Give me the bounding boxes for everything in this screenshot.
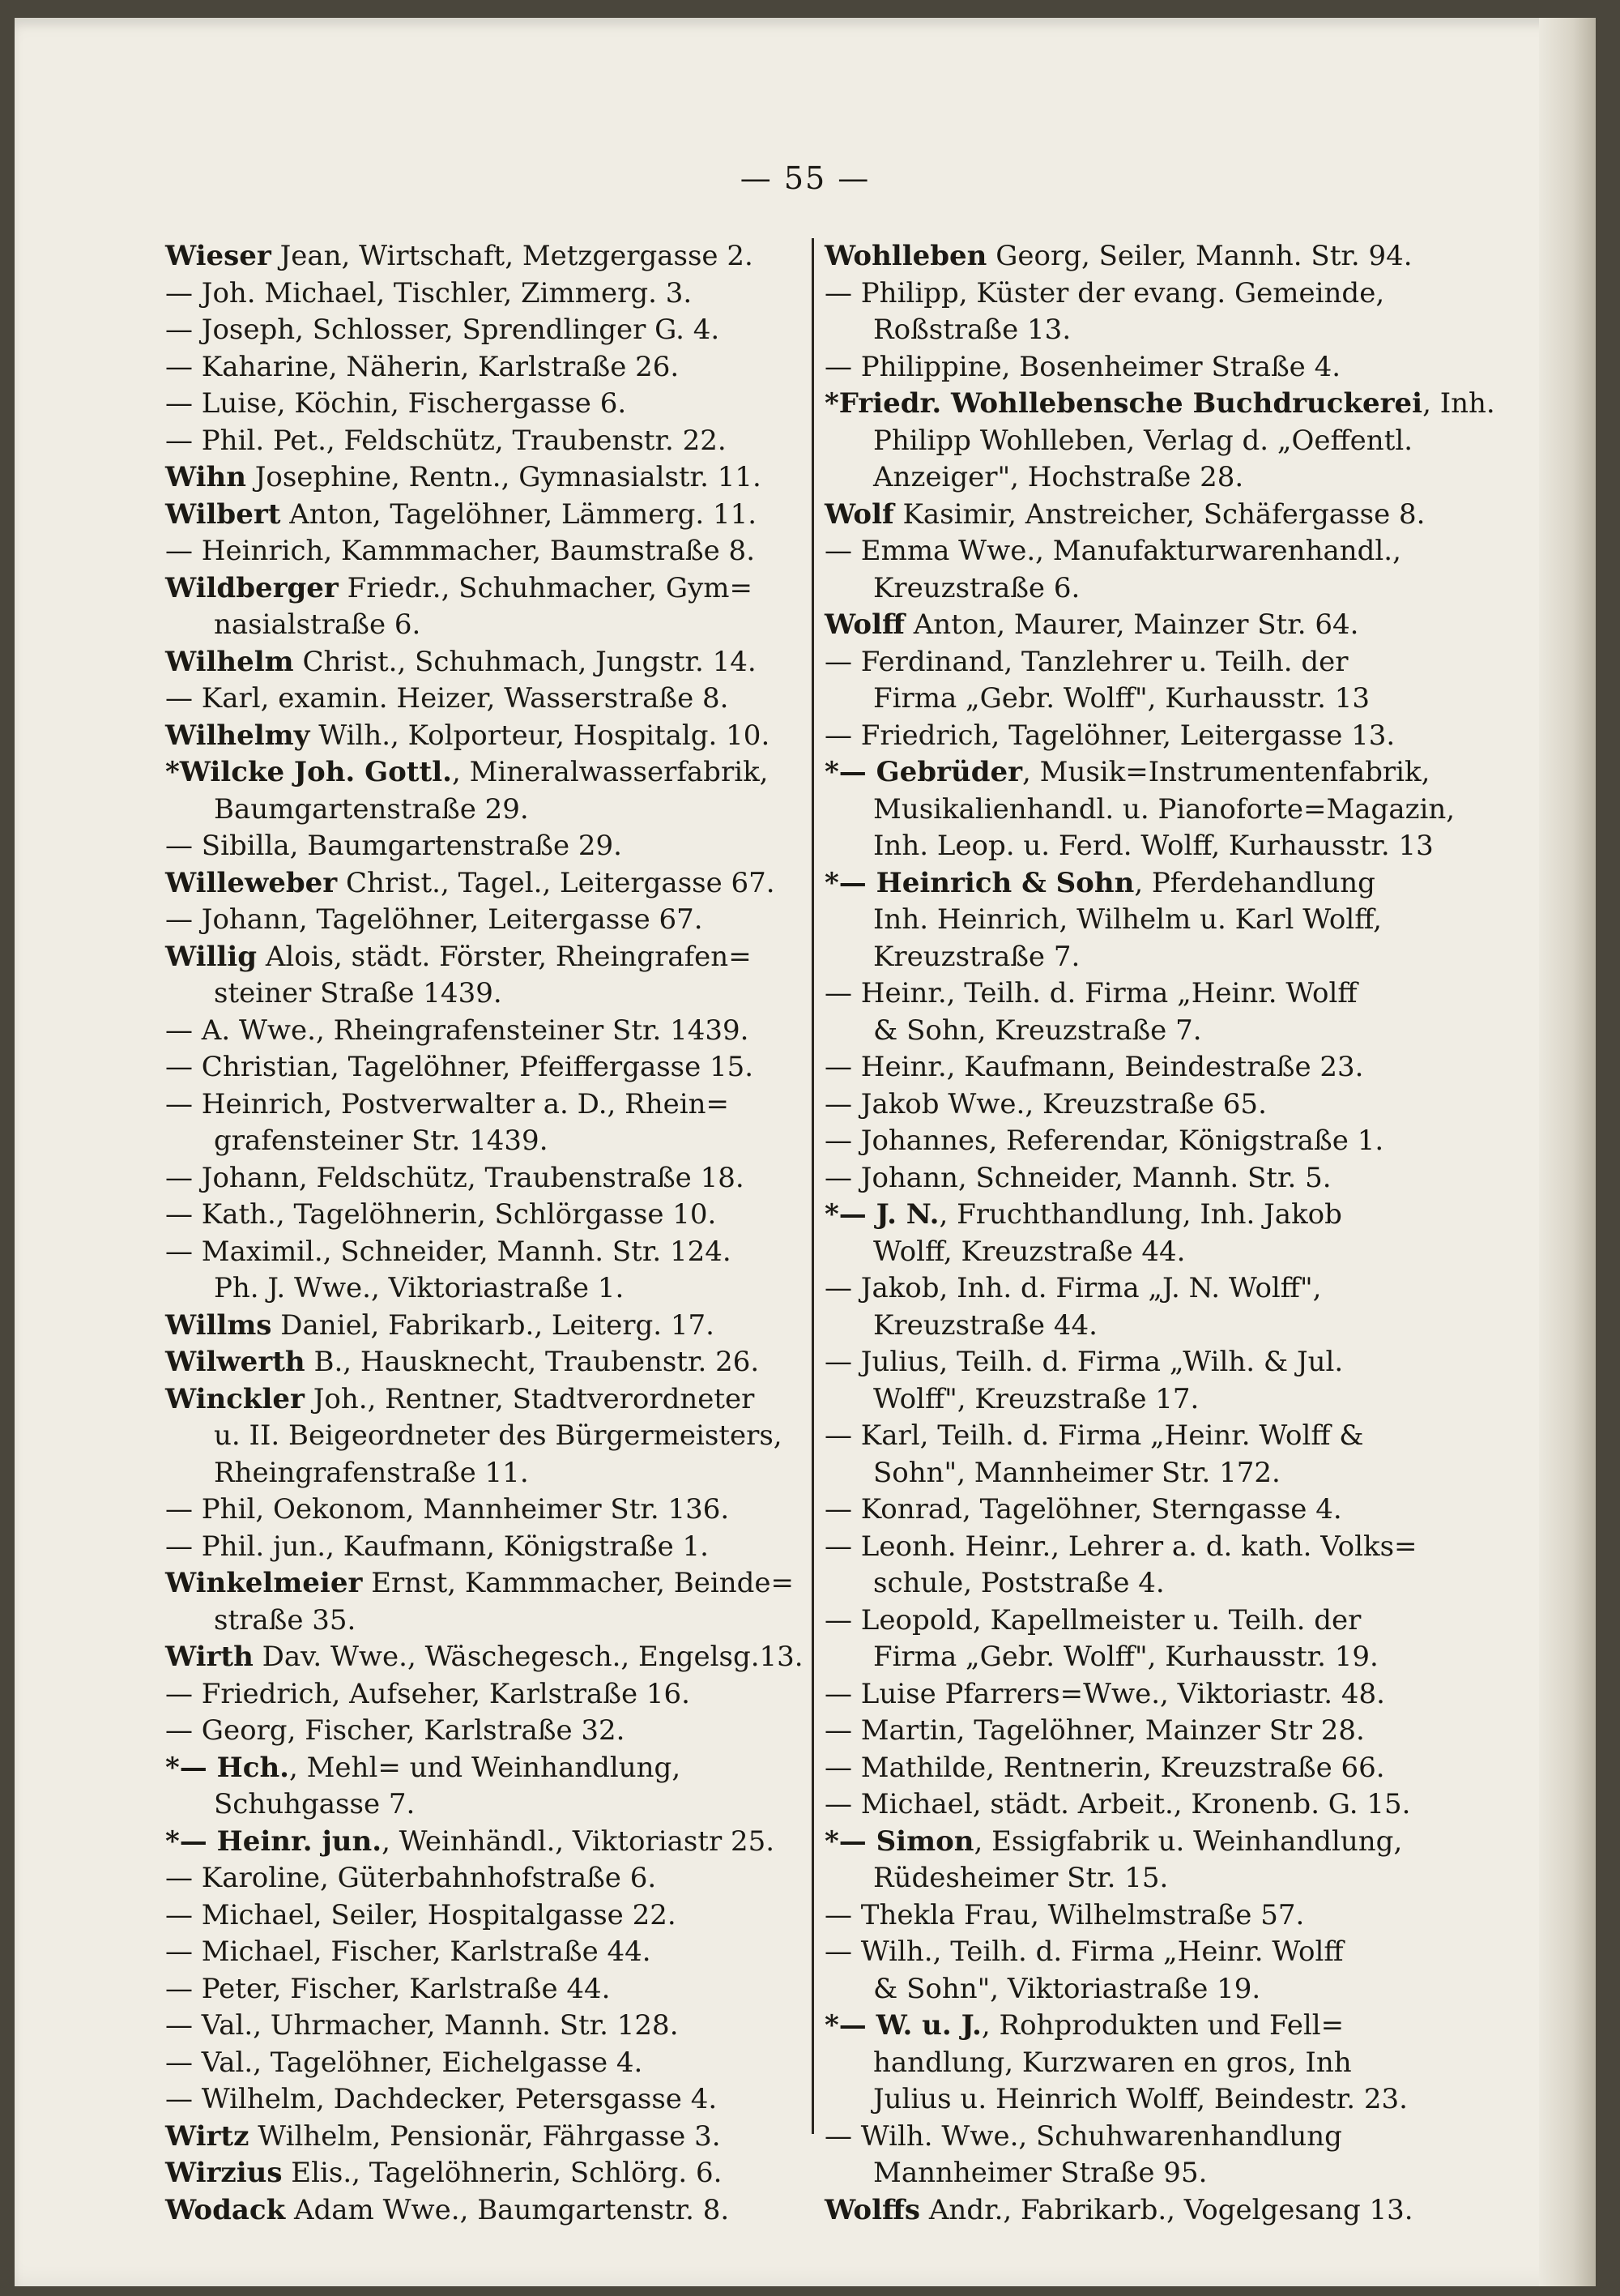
entry-surname: Winkelmeier	[165, 1567, 363, 1599]
entry-surname: Winckler	[165, 1382, 305, 1415]
entry-details: Jean, Wirtschaft, Metzgergasse 2.	[271, 240, 753, 272]
entry-details: — Friedrich, Tagelöhner, Leitergasse 13.	[825, 719, 1396, 752]
entry-details: handlung, Kurzwaren en gros, Inh	[873, 2046, 1352, 2079]
entry-details: — Val., Uhrmacher, Mannh. Str. 128.	[165, 2009, 679, 2042]
entry-surname: Wodack	[165, 2193, 286, 2226]
page-edge	[1539, 18, 1596, 2286]
entry-details: — Konrad, Tagelöhner, Sterngasse 4.	[825, 1493, 1342, 1526]
directory-entry-line	[165, 1086, 813, 1124]
directory-entry-line	[825, 754, 1456, 792]
directory-entry-line	[825, 275, 1456, 313]
directory-entry-line	[165, 275, 813, 313]
entry-details: Ernst, Kammmacher, Beinde=	[362, 1567, 795, 1599]
entry-details: grafensteiner Str. 1439.	[214, 1125, 548, 1157]
directory-entry-line	[825, 2192, 1456, 2230]
entry-details: — Joseph, Schlosser, Sprendlinger G. 4.	[165, 314, 720, 346]
entry-details: Daniel, Fabrikarb., Leiterg. 17.	[271, 1308, 714, 1342]
entry-details: — Thekla Frau, Wilhelmstraße 57.	[825, 1898, 1305, 1931]
entry-surname: *— Heinrich & Sohn	[825, 866, 1135, 899]
directory-entry-line	[825, 1676, 1456, 1713]
directory-entry-line	[165, 1270, 813, 1308]
entry-details: Julius u. Heinrich Wolff, Beindestr. 23.	[873, 2083, 1408, 2115]
entry-details: , Essigfabrik u. Weinhandlung,	[974, 1824, 1403, 1858]
entry-details: Kasimir, Anstreicher, Schäfergasse 8.	[893, 497, 1426, 531]
directory-entry-line	[165, 1455, 813, 1492]
directory-entry-line	[825, 1565, 1456, 1603]
entry-surname: Wolff	[825, 608, 905, 641]
directory-entry-line	[165, 2045, 813, 2082]
entry-details: Josephine, Rentn., Gymnasialstr. 11.	[245, 461, 761, 493]
directory-entry-line	[825, 1270, 1456, 1308]
directory-entry-line	[825, 718, 1456, 755]
directory-entry-line	[165, 1013, 813, 1050]
entry-surname: *— Heinr. jun.	[165, 1824, 382, 1858]
entry-details: Georg, Seiler, Mannh. Str. 94.	[987, 240, 1413, 272]
directory-entry-line	[825, 1786, 1456, 1824]
directory-entry-line	[825, 828, 1456, 865]
directory-entry-line	[165, 607, 813, 644]
directory-entry-line	[165, 238, 813, 275]
directory-entry-line	[825, 2008, 1456, 2045]
directory-entry-line	[825, 1197, 1456, 1234]
entry-details: Baumgartenstraße 29.	[214, 792, 529, 826]
directory-entry-line	[165, 1565, 813, 1603]
entry-details: , Weinhändl., Viktoriastr 25.	[382, 1824, 775, 1858]
directory-entry-line	[165, 1750, 813, 1787]
directory-entry-line	[825, 975, 1456, 1013]
directory-entry-line	[165, 459, 813, 497]
entry-details: — Joh. Michael, Tischler, Zimmerg. 3.	[165, 276, 693, 309]
directory-entry-line	[165, 533, 813, 570]
entry-details: — Jakob Wwe., Kreuzstraße 65.	[825, 1087, 1267, 1120]
entry-details: u. II. Beigeordneter des Bürgermeisters,	[214, 1419, 782, 1452]
directory-entry-line	[165, 2119, 813, 2156]
directory-entry-line	[165, 828, 813, 865]
directory-page	[15, 18, 1596, 2286]
directory-entry-line	[165, 1639, 813, 1676]
entry-details: Anton, Maurer, Mainzer Str. 64.	[904, 608, 1359, 641]
left-column	[165, 238, 813, 2229]
entry-details: , Mineralwasserfabrik,	[451, 756, 769, 788]
entry-details: — Heinrich, Postverwalter a. D., Rhein=	[165, 1087, 730, 1120]
directory-entry-line	[825, 1713, 1456, 1750]
entry-surname: Wilwerth	[165, 1346, 305, 1378]
entry-details: — Mathilde, Rentnerin, Kreuzstraße 66.	[825, 1751, 1385, 1784]
entry-details: Ph. J. Wwe., Viktoriastraße 1.	[214, 1272, 625, 1304]
entry-details: — Philipp, Küster der evang. Gemeinde,	[825, 276, 1385, 309]
entry-surname: Wilhelmy	[165, 719, 310, 752]
entry-details: Inh. Leop. u. Ferd. Wolff, Kurhausstr. 13	[873, 830, 1434, 862]
directory-entry-line	[825, 312, 1456, 349]
entry-details: — Julius, Teilh. d. Firma „Wilh. & Jul.	[825, 1346, 1344, 1378]
directory-entry-line	[165, 1529, 813, 1566]
entry-details: — Johann, Feldschütz, Traubenstraße 18.	[165, 1161, 744, 1194]
directory-entry-line	[825, 2155, 1456, 2192]
entry-details: — Karl, examin. Heizer, Wasserstraße 8.	[165, 682, 729, 715]
entry-details: — Luise Pfarrers=Wwe., Viktoriastr. 48.	[825, 1677, 1385, 1710]
entry-details: — Wilhelm, Dachdecker, Petersgasse 4.	[165, 2083, 718, 2115]
directory-entry-line	[165, 975, 813, 1013]
entry-surname: *— J. N.	[825, 1198, 940, 1231]
directory-entry-line	[825, 1344, 1456, 1381]
entry-details: Joh., Rentner, Stadtverordneter	[304, 1382, 755, 1415]
entry-details: & Sohn, Kreuzstraße 7.	[873, 1014, 1202, 1047]
entry-details: Anzeiger", Hochstraße 28.	[873, 461, 1244, 493]
directory-entry-line	[165, 423, 813, 460]
entry-details: — Martin, Tagelöhner, Mainzer Str 28.	[825, 1714, 1365, 1747]
directory-entry-line	[825, 1639, 1456, 1676]
directory-entry-line	[165, 1603, 813, 1640]
directory-entry-line	[165, 792, 813, 829]
entry-details: , Mehl= und Weinhandlung,	[289, 1751, 681, 1784]
directory-entry-line	[825, 1049, 1456, 1086]
directory-entry-line	[825, 459, 1456, 497]
entry-details: — Georg, Fischer, Karlstraße 32.	[165, 1714, 625, 1747]
entry-details: Wolff, Kreuzstraße 44.	[873, 1235, 1186, 1268]
directory-entry-line	[825, 1897, 1456, 1935]
directory-entry-line	[825, 1013, 1456, 1050]
entry-details: Mannheimer Straße 95.	[873, 2157, 1208, 2189]
entry-details: — Michael, Seiler, Hospitalgasse 22.	[165, 1898, 676, 1931]
entry-details: — Sibilla, Baumgartenstraße 29.	[165, 830, 622, 862]
entry-surname: Wirzius	[165, 2157, 283, 2189]
directory-entry-line	[165, 644, 813, 681]
directory-entry-line	[165, 1049, 813, 1086]
directory-entry-line	[165, 1971, 813, 2008]
entry-details: Elis., Tagelöhnerin, Schlörg. 6.	[282, 2157, 723, 2189]
directory-entry-line	[825, 497, 1456, 534]
directory-entry-line	[825, 1529, 1456, 1566]
directory-entry-line	[825, 349, 1456, 386]
directory-entry-line	[165, 2192, 813, 2230]
directory-entry-line	[825, 792, 1456, 829]
directory-entry-line	[825, 2045, 1456, 2082]
directory-entry-line	[165, 1786, 813, 1824]
directory-entry-line	[825, 1418, 1456, 1455]
entry-details: steiner Straße 1439.	[214, 977, 502, 1009]
entry-details: — Phil. Pet., Feldschütz, Traubenstr. 22.	[165, 424, 727, 457]
directory-entry-line	[165, 902, 813, 939]
column-divider	[812, 238, 814, 2134]
entry-details: Christ., Tagel., Leitergasse 67.	[337, 866, 775, 899]
directory-entry-line	[165, 718, 813, 755]
entry-details: Alois, städt. Förster, Rheingrafen=	[257, 940, 752, 973]
entry-details: — Wilh., Teilh. d. Firma „Heinr. Wolff	[825, 1935, 1344, 1968]
directory-entry-line	[825, 681, 1456, 718]
entry-details: — Heinr., Kaufmann, Beindestraße 23.	[825, 1051, 1364, 1083]
entry-details: Kreuzstraße 7.	[873, 940, 1081, 973]
directory-entry-line	[165, 2081, 813, 2119]
entry-details: Christ., Schuhmach, Jungstr. 14.	[293, 645, 757, 678]
entry-details: — Jakob, Inh. d. Firma „J. N. Wolff",	[825, 1272, 1322, 1304]
entry-details: straße 35.	[214, 1603, 356, 1637]
directory-entry-line	[825, 1824, 1456, 1861]
directory-entry-line	[825, 644, 1456, 681]
directory-entry-line	[165, 865, 813, 903]
entry-details: — Karl, Teilh. d. Firma „Heinr. Wolff &	[825, 1419, 1364, 1452]
directory-entry-line	[165, 497, 813, 534]
directory-entry-line	[825, 2119, 1456, 2156]
entry-details: Schuhgasse 7.	[214, 1788, 416, 1820]
directory-entry-line	[825, 1086, 1456, 1124]
entry-surname: Wohlleben	[825, 240, 987, 272]
entry-surname: Willig	[165, 940, 258, 973]
directory-entry-line	[825, 1971, 1456, 2008]
entry-details: , Rohprodukten und Fell=	[981, 2009, 1345, 2042]
entry-details: — Heinrich, Kammmacher, Baumstraße 8.	[165, 535, 755, 567]
entry-details: Musikalienhandl. u. Pianoforte=Magazin,	[873, 792, 1456, 826]
entry-details: Wilh., Kolporteur, Hospitalg. 10.	[309, 719, 770, 752]
directory-entry-line	[165, 1344, 813, 1381]
entry-surname: *Wilcke Joh. Gottl.	[165, 756, 452, 788]
entry-details: — Wilh. Wwe., Schuhwarenhandlung	[825, 2119, 1342, 2153]
entry-details: — Val., Tagelöhner, Eichelgasse 4.	[165, 2046, 643, 2079]
entry-details: — Luise, Köchin, Fischergasse 6.	[165, 387, 627, 420]
entry-surname: Willms	[165, 1308, 272, 1342]
entry-details: — Michael, Fischer, Karlstraße 44.	[165, 1935, 651, 1968]
directory-entry-line	[825, 2081, 1456, 2119]
entry-details: Philipp Wohlleben, Verlag d. „Oeffentl.	[873, 424, 1413, 457]
entry-surname: Wilhelm	[165, 645, 294, 678]
entry-details: Andr., Fabrikarb., Vogelgesang 13.	[920, 2193, 1413, 2226]
entry-surname: Wihn	[165, 461, 246, 493]
entry-details: — Karoline, Güterbahnhofstraße 6.	[165, 1862, 657, 1894]
entry-surname: Wolffs	[825, 2193, 921, 2226]
entry-details: — Phil, Oekonom, Mannheimer Str. 136.	[165, 1493, 730, 1526]
directory-entry-line	[165, 386, 813, 423]
entry-details: nasialstraße 6.	[214, 608, 421, 641]
directory-entry-line	[165, 349, 813, 386]
entry-details: Inh. Heinrich, Wilhelm u. Karl Wolff,	[873, 903, 1382, 936]
entry-details: schule, Poststraße 4.	[873, 1567, 1165, 1599]
entry-details: — Johannes, Referendar, Königstraße 1.	[825, 1125, 1384, 1157]
entry-surname: Wirtz	[165, 2119, 249, 2153]
directory-entry-line	[165, 570, 813, 608]
entry-details: Adam Wwe., Baumgartenstr. 8.	[285, 2193, 730, 2226]
directory-entry-line	[165, 1492, 813, 1529]
directory-entry-line	[825, 1860, 1456, 1897]
entry-details: , Inh.	[1422, 387, 1495, 420]
directory-entry-line	[825, 1160, 1456, 1197]
entry-details: — Emma Wwe., Manufakturwarenhandl.,	[825, 535, 1401, 567]
entry-details: Friedr., Schuhmacher, Gym=	[338, 571, 753, 604]
directory-entry-line	[165, 1897, 813, 1935]
entry-details: & Sohn", Viktoriastraße 19.	[873, 1972, 1261, 2005]
directory-entry-line	[165, 1123, 813, 1160]
entry-details: — Kath., Tagelöhnerin, Schlörgasse 10.	[165, 1198, 717, 1231]
directory-entry-line	[825, 1455, 1456, 1492]
entry-details: — Heinr., Teilh. d. Firma „Heinr. Wolff	[825, 977, 1358, 1009]
directory-entry-line	[825, 939, 1456, 976]
directory-entry-line	[825, 1603, 1456, 1640]
entry-details: — Leonh. Heinr., Lehrer a. d. kath. Volks=	[825, 1530, 1418, 1563]
entry-surname: Willeweber	[165, 866, 338, 899]
entry-details: — Philippine, Bosenheimer Straße 4.	[825, 350, 1341, 383]
entry-surname: Wildberger	[165, 571, 339, 604]
entry-details: — Christian, Tagelöhner, Pfeiffergasse 15.	[165, 1051, 754, 1083]
directory-entry-line	[825, 1381, 1456, 1419]
entry-details: , Fruchthandlung, Inh. Jakob	[939, 1198, 1342, 1231]
entry-details: — Johann, Tagelöhner, Leitergasse 67.	[165, 903, 703, 936]
entry-surname: *— Simon	[825, 1824, 974, 1858]
directory-entry-line	[165, 939, 813, 976]
directory-entry-line	[825, 902, 1456, 939]
directory-entry-line	[165, 312, 813, 349]
directory-entry-line	[165, 2008, 813, 2045]
entry-surname: *— W. u. J.	[825, 2009, 982, 2042]
directory-entry-line	[165, 681, 813, 718]
directory-entry-line	[825, 533, 1456, 570]
entry-details: Sohn", Mannheimer Str. 172.	[873, 1456, 1281, 1489]
entry-details: Rheingrafenstraße 11.	[214, 1456, 529, 1489]
right-column	[825, 238, 1495, 2229]
directory-entry-line	[165, 1824, 813, 1861]
entry-details: — Kaharine, Näherin, Karlstraße 26.	[165, 350, 680, 383]
directory-entry-line	[825, 1934, 1456, 1971]
entry-details: Firma „Gebr. Wolff", Kurhausstr. 13	[873, 682, 1371, 715]
entry-details: — A. Wwe., Rheingrafensteiner Str. 1439.	[165, 1014, 749, 1047]
directory-entry-line	[165, 1676, 813, 1713]
entry-details: , Musik=Instrumentenfabrik,	[1022, 756, 1430, 788]
entry-details: Dav. Wwe., Wäschegesch., Engelsg.13.	[253, 1641, 804, 1673]
directory-entry-line	[165, 1160, 813, 1197]
directory-entry-line	[165, 1308, 813, 1345]
entry-surname: *— Hch.	[165, 1751, 289, 1784]
entry-surname: Wolf	[825, 497, 894, 531]
directory-entry-line	[825, 865, 1456, 903]
directory-entry-line	[825, 607, 1456, 644]
entry-details: Wolff", Kreuzstraße 17.	[873, 1382, 1200, 1415]
directory-entry-line	[165, 1234, 813, 1271]
entry-details: — Johann, Schneider, Mannh. Str. 5.	[825, 1161, 1332, 1194]
directory-entry-line	[825, 386, 1495, 423]
entry-details: Anton, Tagelöhner, Lämmerg. 11.	[280, 497, 757, 531]
entry-details: Kreuzstraße 44.	[873, 1308, 1098, 1342]
entry-details: — Michael, städt. Arbeit., Kronenb. G. 15.	[825, 1788, 1411, 1820]
directory-entry-line	[825, 238, 1456, 275]
directory-entry-line	[825, 1123, 1456, 1160]
entry-surname: *Friedr. Wohllebensche Buchdruckerei	[825, 387, 1423, 420]
directory-entry-line	[165, 1381, 813, 1419]
entry-surname: Wirth	[165, 1641, 254, 1673]
entry-details: — Peter, Fischer, Karlstraße 44.	[165, 1972, 611, 2005]
entry-details: , Pferdehandlung	[1134, 866, 1375, 899]
entry-details: — Friedrich, Aufseher, Karlstraße 16.	[165, 1677, 690, 1710]
directory-entry-line	[165, 1197, 813, 1234]
directory-entry-line	[165, 1418, 813, 1455]
directory-entry-line	[165, 1934, 813, 1971]
entry-surname: Wilbert	[165, 497, 281, 531]
entry-details: Firma „Gebr. Wolff", Kurhausstr. 19.	[873, 1641, 1379, 1673]
directory-entry-line	[165, 754, 813, 792]
entry-details: — Phil. jun., Kaufmann, Königstraße 1.	[165, 1530, 709, 1563]
directory-entry-line	[165, 1713, 813, 1750]
entry-surname: *— Gebrüder	[825, 756, 1023, 788]
entry-details: Roßstraße 13.	[873, 314, 1072, 346]
entry-details: — Leopold, Kapellmeister u. Teilh. der	[825, 1603, 1362, 1637]
entry-details: Rüdesheimer Str. 15.	[873, 1862, 1169, 1894]
directory-entry-line	[825, 1308, 1456, 1345]
entry-details: B., Hausknecht, Traubenstr. 26.	[305, 1346, 760, 1378]
directory-entry-line	[825, 1750, 1456, 1787]
entry-surname: Wieser	[165, 240, 271, 272]
entry-details: Kreuzstraße 6.	[873, 571, 1081, 604]
directory-entry-line	[825, 423, 1456, 460]
directory-entry-line	[165, 1860, 813, 1897]
directory-entry-line	[825, 1492, 1456, 1529]
entry-details: — Ferdinand, Tanzlehrer u. Teilh. der	[825, 645, 1349, 678]
entry-details: — Maximil., Schneider, Mannh. Str. 124.	[165, 1235, 731, 1268]
directory-entry-line	[825, 570, 1456, 608]
directory-entry-line	[825, 1234, 1456, 1271]
directory-entry-line	[165, 2155, 813, 2192]
page-number: — 55 —	[740, 160, 871, 196]
entry-details: Wilhelm, Pensionär, Fährgasse 3.	[249, 2119, 721, 2153]
